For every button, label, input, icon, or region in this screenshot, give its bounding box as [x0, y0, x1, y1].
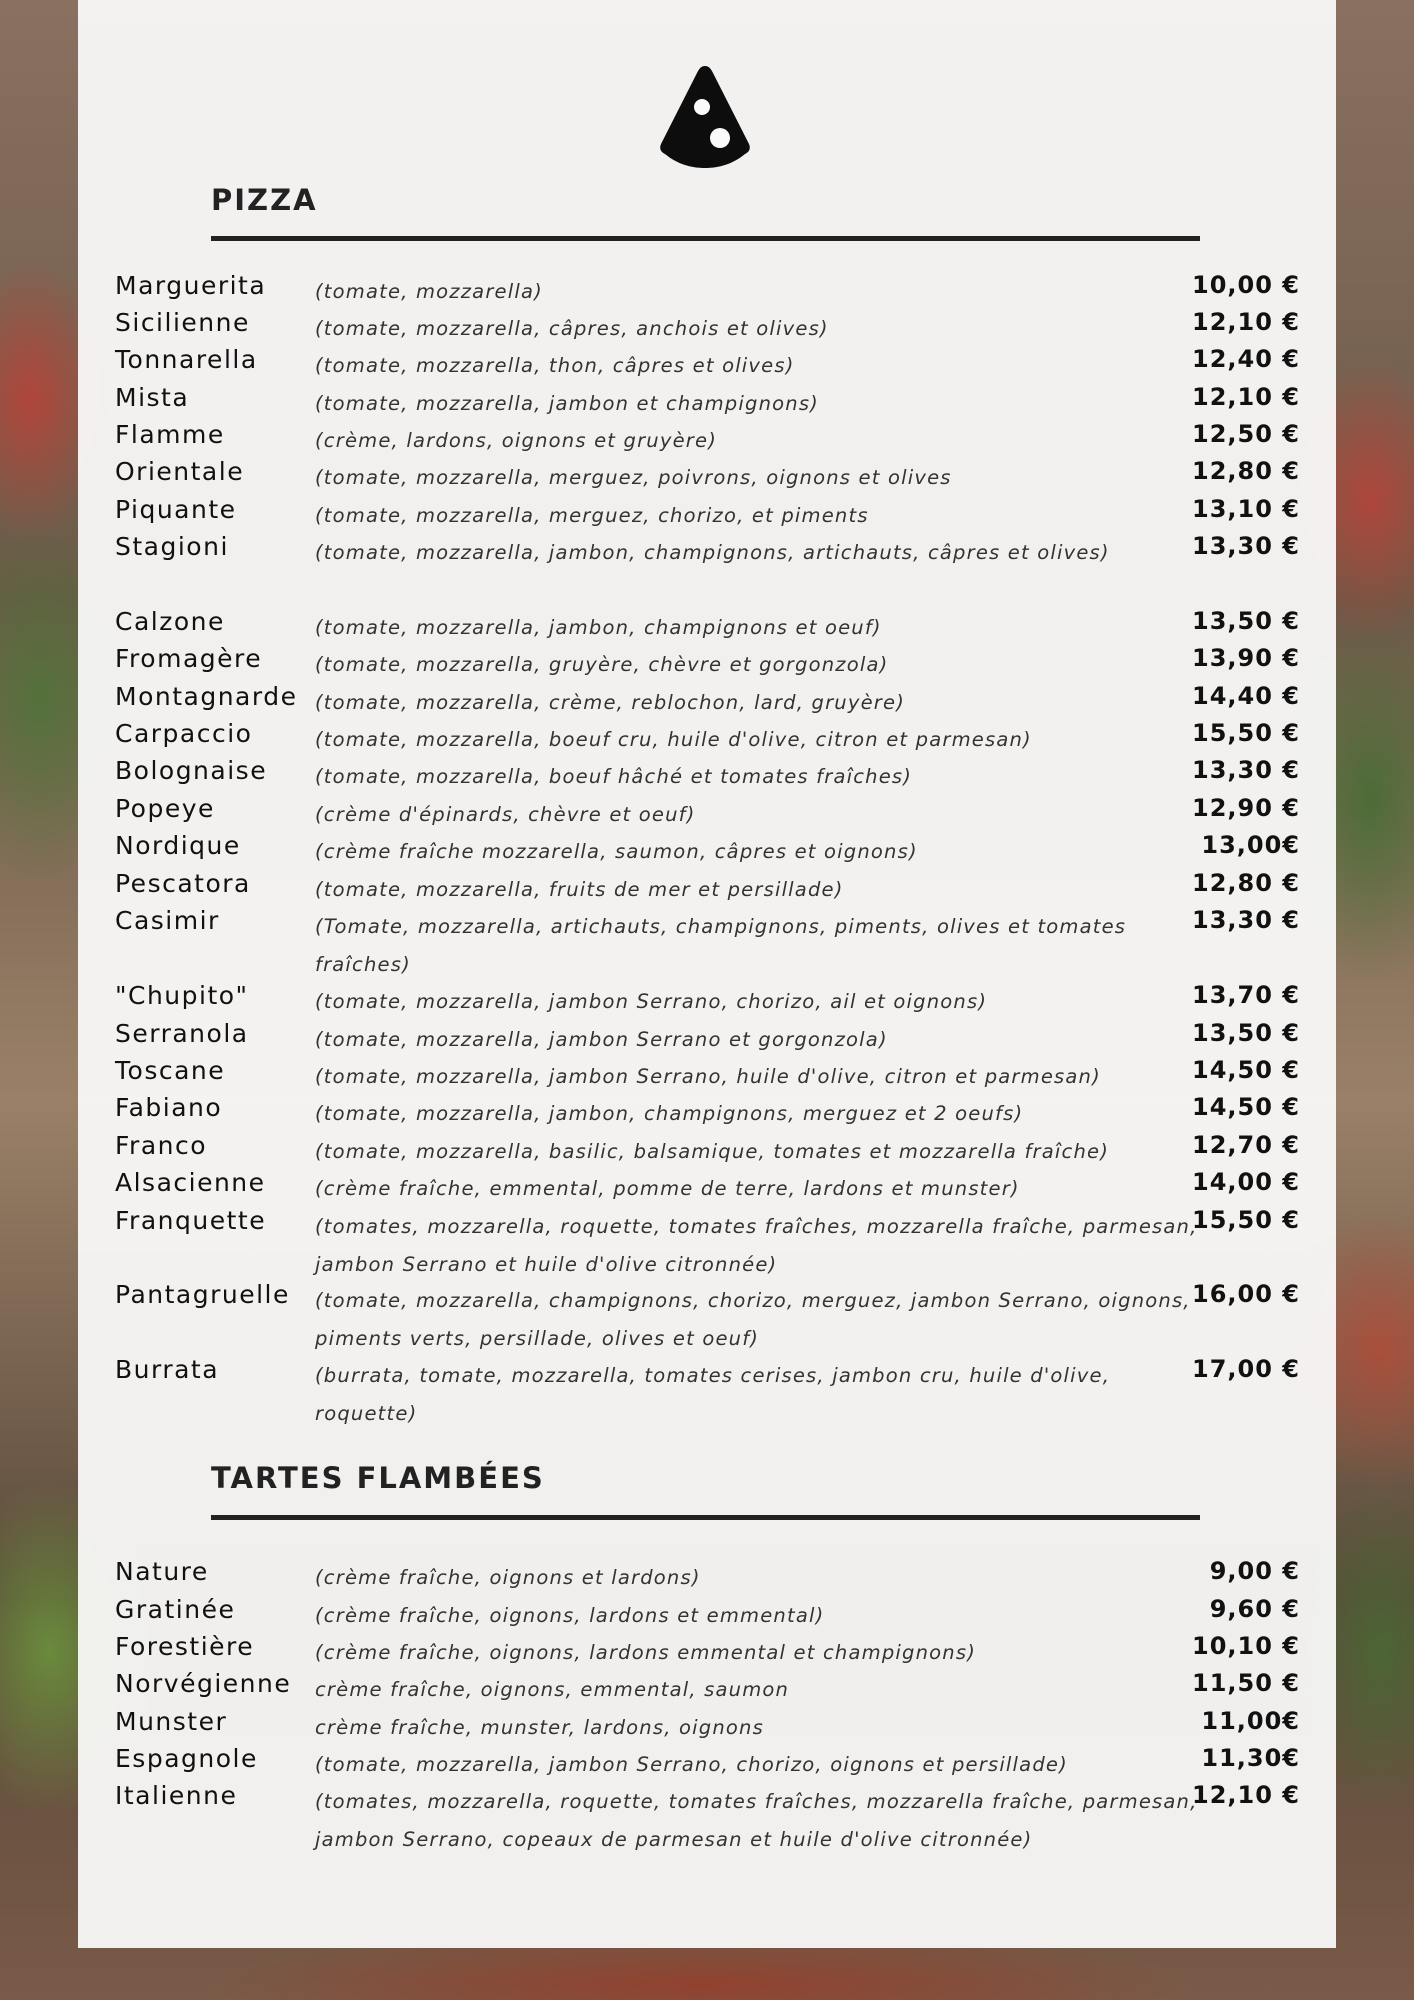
item-price: 14,50 € — [1192, 1093, 1300, 1121]
item-description: (crème fraîche, emmental, pomme de terre, lardons et munster) — [315, 1177, 1020, 1200]
item-name: Gratinée — [115, 1595, 236, 1624]
item-description: (tomates, mozzarella, roquette, tomates fraîches, mozzarella fraîche, parmesan, jambon Serrano, copeaux de parmesan et huile d'olive citronnée) — [315, 1790, 1198, 1851]
section-divider-pizza — [211, 236, 1200, 241]
item-name: Pantagruelle — [115, 1280, 290, 1309]
item-price: 13,00€ — [1201, 831, 1300, 859]
item-description: (tomate, mozzarella, jambon Serrano et gorgonzola) — [315, 1028, 888, 1051]
item-description: (tomate, mozzarella, câpres, anchois et olives) — [315, 317, 829, 340]
item-price: 10,00 € — [1192, 271, 1300, 299]
item-description: (tomate, mozzarella) — [315, 280, 543, 303]
item-name: Montagnarde — [115, 682, 298, 711]
item-description: (crème, lardons, oignons et gruyère) — [315, 429, 718, 452]
item-description: (tomate, mozzarella, crème, reblochon, lard, gruyère) — [315, 691, 906, 714]
item-description: (crème fraîche mozzarella, saumon, câpres et oignons) — [315, 840, 918, 863]
item-name: Munster — [115, 1707, 228, 1736]
item-name: Alsacienne — [115, 1168, 266, 1197]
item-price: 11,30€ — [1201, 1744, 1300, 1772]
item-description: (crème d'épinards, chèvre et oeuf) — [315, 803, 696, 826]
item-price: 14,40 € — [1192, 682, 1300, 710]
item-description: crème fraîche, munster, lardons, oignons — [315, 1716, 764, 1739]
item-name: Norvégienne — [115, 1669, 292, 1698]
item-name: Espagnole — [115, 1744, 258, 1773]
item-name: Serranola — [115, 1019, 249, 1048]
item-name: Fabiano — [115, 1093, 223, 1122]
item-description: (crème fraîche, oignons, lardons et emmental) — [315, 1604, 825, 1627]
item-name: Orientale — [115, 457, 245, 486]
item-description: (tomate, mozzarella, fruits de mer et persillade) — [315, 878, 844, 901]
item-price: 13,30 € — [1192, 756, 1300, 784]
item-description: (tomate, mozzarella, boeuf cru, huile d'olive, citron et parmesan) — [315, 728, 1032, 751]
item-price: 9,60 € — [1209, 1595, 1300, 1623]
item-price: 16,00 € — [1192, 1280, 1300, 1308]
item-description: crème fraîche, oignons, emmental, saumon — [315, 1678, 790, 1701]
item-name: Marguerita — [115, 271, 267, 300]
item-description: (tomate, mozzarella, thon, câpres et olives) — [315, 354, 795, 377]
item-price: 17,00 € — [1192, 1355, 1300, 1383]
item-name: Stagioni — [115, 532, 229, 561]
item-price: 14,50 € — [1192, 1056, 1300, 1084]
section-divider-tartes-flambees — [211, 1515, 1200, 1520]
item-name: Fromagère — [115, 644, 263, 673]
item-price: 12,10 € — [1192, 383, 1300, 411]
item-name: Calzone — [115, 607, 225, 636]
item-name: Burrata — [115, 1355, 220, 1384]
section-title-pizza: PIZZA — [211, 183, 318, 217]
item-description: (tomates, mozzarella, roquette, tomates fraîches, mozzarella fraîche, parmesan, jambon Serrano et huile d'olive citronnée) — [315, 1215, 1198, 1276]
item-price: 14,00 € — [1192, 1168, 1300, 1196]
item-description: (tomate, mozzarella, jambon, champignons, artichauts, câpres et olives) — [315, 541, 1110, 564]
item-description: (tomate, mozzarella, jambon Serrano, huile d'olive, citron et parmesan) — [315, 1065, 1101, 1088]
item-name: Carpaccio — [115, 719, 253, 748]
item-name: Italienne — [115, 1781, 238, 1810]
item-description: (tomate, mozzarella, merguez, chorizo, et piments — [315, 504, 869, 527]
item-price: 12,80 € — [1192, 457, 1300, 485]
item-name: Sicilienne — [115, 308, 250, 337]
item-price: 13,30 € — [1192, 532, 1300, 560]
item-description: (burrata, tomate, mozzarella, tomates cerises, jambon cru, huile d'olive, roquette) — [315, 1364, 1111, 1425]
item-name: Franquette — [115, 1206, 267, 1235]
item-name: Franco — [115, 1131, 208, 1160]
item-description: (tomate, mozzarella, jambon, champignons et oeuf) — [315, 616, 882, 639]
item-name: Toscane — [115, 1056, 226, 1085]
item-price: 12,50 € — [1192, 420, 1300, 448]
item-name: Pescatora — [115, 869, 251, 898]
item-description: (crème fraîche, oignons et lardons) — [315, 1566, 701, 1589]
item-price: 10,10 € — [1192, 1632, 1300, 1660]
item-name: Forestière — [115, 1632, 255, 1661]
item-price: 15,50 € — [1192, 1206, 1300, 1234]
item-price: 13,50 € — [1192, 1019, 1300, 1047]
item-name: Nordique — [115, 831, 241, 860]
item-description: (tomate, mozzarella, champignons, chorizo, merguez, jambon Serrano, oignons, piments verts, persillade, olives et oeuf) — [315, 1289, 1191, 1350]
item-price: 11,00€ — [1201, 1707, 1300, 1735]
item-description: (tomate, mozzarella, jambon Serrano, chorizo, oignons et persillade) — [315, 1753, 1068, 1776]
item-price: 13,90 € — [1192, 644, 1300, 672]
item-name: Casimir — [115, 906, 220, 935]
item-price: 11,50 € — [1192, 1669, 1300, 1697]
item-name: "Chupito" — [115, 981, 249, 1010]
item-price: 12,90 € — [1192, 794, 1300, 822]
item-price: 13,10 € — [1192, 495, 1300, 523]
menu-sheet — [78, 0, 1336, 1948]
item-price: 13,70 € — [1192, 981, 1300, 1009]
item-name: Nature — [115, 1557, 209, 1586]
item-description: (tomate, mozzarella, gruyère, chèvre et gorgonzola) — [315, 653, 889, 676]
item-description: (Tomate, mozzarella, artichauts, champignons, piments, olives et tomates fraîches) — [315, 915, 1127, 976]
item-description: (tomate, mozzarella, basilic, balsamique, tomates et mozzarella fraîche) — [315, 1140, 1110, 1163]
item-name: Bolognaise — [115, 756, 268, 785]
item-name: Tonnarella — [115, 345, 258, 374]
item-description: (tomate, mozzarella, merguez, poivrons, oignons et olives — [315, 466, 952, 489]
item-description: (tomate, mozzarella, boeuf hâché et tomates fraîches) — [315, 765, 913, 788]
item-price: 12,70 € — [1192, 1131, 1300, 1159]
item-price: 15,50 € — [1192, 719, 1300, 747]
section-title-tartes-flambees: TARTES FLAMBÉES — [211, 1461, 545, 1495]
item-price: 9,00 € — [1209, 1557, 1300, 1585]
item-price: 12,10 € — [1192, 308, 1300, 336]
pizza-slice-icon — [657, 64, 753, 170]
item-description: (tomate, mozzarella, jambon, champignons, merguez et 2 oeufs) — [315, 1102, 1024, 1125]
item-name: Flamme — [115, 420, 225, 449]
item-price: 12,10 € — [1192, 1781, 1300, 1809]
item-name: Piquante — [115, 495, 237, 524]
item-description: (crème fraîche, oignons, lardons emmental et champignons) — [315, 1641, 977, 1664]
item-price: 12,80 € — [1192, 869, 1300, 897]
item-price: 13,50 € — [1192, 607, 1300, 635]
item-price: 13,30 € — [1192, 906, 1300, 934]
item-name: Popeye — [115, 794, 215, 823]
item-price: 12,40 € — [1192, 345, 1300, 373]
item-description: (tomate, mozzarella, jambon et champignons) — [315, 392, 819, 415]
item-name: Mista — [115, 383, 190, 412]
item-description: (tomate, mozzarella, jambon Serrano, chorizo, ail et oignons) — [315, 990, 988, 1013]
